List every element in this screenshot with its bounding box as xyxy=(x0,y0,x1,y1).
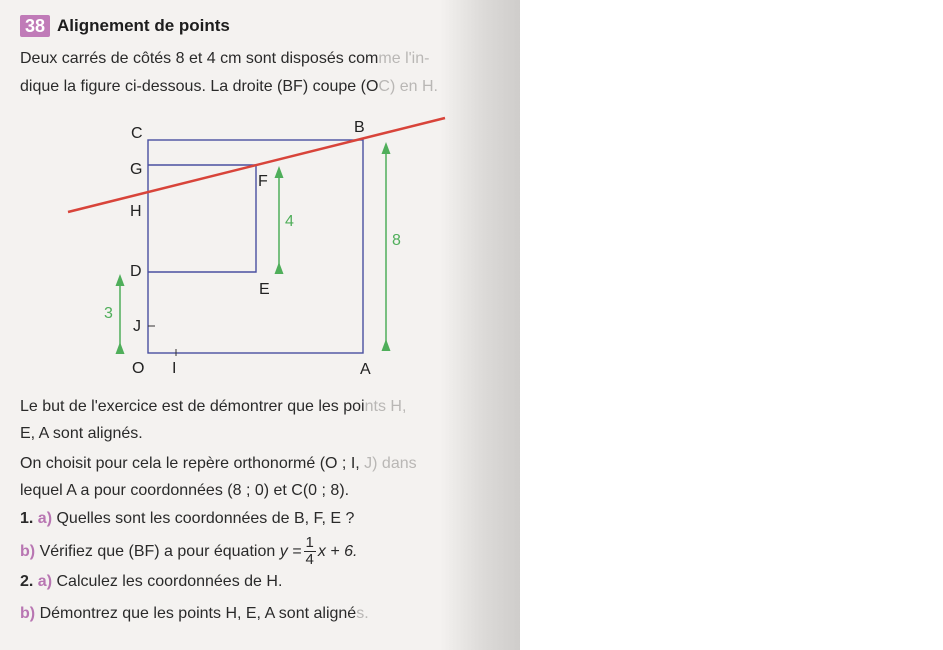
geometry-figure xyxy=(0,100,520,385)
label-i: I xyxy=(172,360,177,377)
intro-line-2: dique la figure ci-dessous. La droite (BF) coupe (OC) en H. xyxy=(20,78,438,95)
label-f: F xyxy=(258,173,268,190)
label-o: O xyxy=(132,360,145,377)
label-g: G xyxy=(130,161,143,178)
label-c: C xyxy=(131,125,143,142)
question-2a: 2. a) Calculez les coordonnées de H. xyxy=(20,573,283,590)
question-2b: b) Démontrez que les points H, E, A sont alignés. xyxy=(20,605,369,622)
label-d: D xyxy=(130,263,142,280)
exercise-header xyxy=(20,15,230,37)
label-a: A xyxy=(360,361,371,378)
label-j: J xyxy=(133,318,141,335)
measure-8: 8 xyxy=(392,232,401,249)
label-h: H xyxy=(130,203,142,220)
measure-4: 4 xyxy=(285,213,294,230)
question-1b: b) Vérifiez que (BF) a pour équation y = $\frac{1}{4}$ x + 6. xyxy=(20,534,358,568)
intro-line-1: Deux carrés de côtés 8 et 4 cm sont disposés comme l'in- xyxy=(20,50,430,67)
goal-line-1: Le but de l'exercice est de démontrer que les points H, xyxy=(20,398,407,415)
small-square xyxy=(148,165,256,272)
exercise-title: Alignement de points xyxy=(57,16,230,35)
question-1a: 1. a) Quelles sont les coordonnées de B, F, E ? xyxy=(20,510,355,527)
measure-3: 3 xyxy=(104,305,113,322)
label-b: B xyxy=(354,119,365,136)
goal-line-2: E, A sont alignés. xyxy=(20,425,143,442)
exercise-number-badge: 38 xyxy=(20,15,50,37)
label-e: E xyxy=(259,281,270,298)
frame-line-2: lequel A a pour coordonnées (8 ; 0) et C(0 ; 8). xyxy=(20,482,350,499)
frame-line-1: On choisit pour cela le repère orthonormé (O ; I, J) dans xyxy=(20,455,417,472)
fraction: $\frac{1}{4}$ xyxy=(305,534,314,568)
